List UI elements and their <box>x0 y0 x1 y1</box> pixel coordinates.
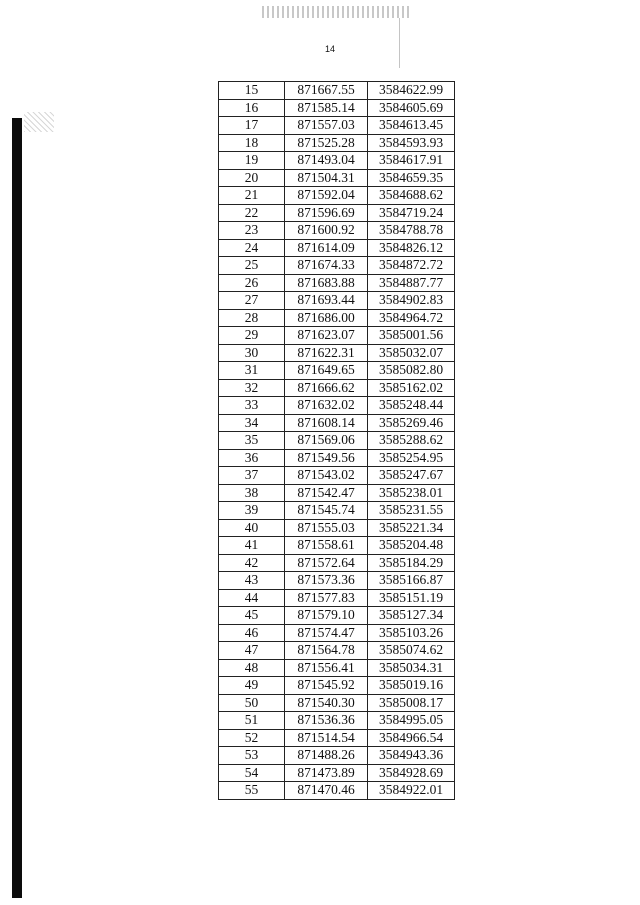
table-row <box>219 379 455 397</box>
x-coordinate-cell: 871683.88 <box>285 274 368 292</box>
x-coordinate-cell: 871577.83 <box>285 589 368 607</box>
y-coordinate-cell: 3585082.80 <box>368 362 455 380</box>
table-row <box>219 362 455 380</box>
y-coordinate-cell: 3585204.48 <box>368 537 455 555</box>
table-row <box>219 344 455 362</box>
x-coordinate-cell: 871674.33 <box>285 257 368 275</box>
x-coordinate-cell: 871667.55 <box>285 82 368 100</box>
y-coordinate-cell: 3584719.24 <box>368 204 455 222</box>
y-coordinate-cell: 3584964.72 <box>368 309 455 327</box>
table-row <box>219 764 455 782</box>
coordinates-table-body <box>219 82 455 800</box>
page-number: 14 <box>324 44 335 54</box>
table-row <box>219 82 455 100</box>
point-number-cell: 32 <box>219 379 285 397</box>
x-coordinate-cell: 871608.14 <box>285 414 368 432</box>
point-number-cell: 53 <box>219 747 285 765</box>
x-coordinate-cell: 871545.92 <box>285 677 368 695</box>
point-number-cell: 48 <box>219 659 285 677</box>
table-row <box>219 449 455 467</box>
x-coordinate-cell: 871572.64 <box>285 554 368 572</box>
table-row <box>219 222 455 240</box>
y-coordinate-cell: 3584593.93 <box>368 134 455 152</box>
x-coordinate-cell: 871545.74 <box>285 502 368 520</box>
point-number-cell: 41 <box>219 537 285 555</box>
y-coordinate-cell: 3585001.56 <box>368 327 455 345</box>
scan-artifact-line <box>399 18 400 68</box>
table-row <box>219 187 455 205</box>
point-number-cell: 44 <box>219 589 285 607</box>
table-row <box>219 659 455 677</box>
table-row <box>219 484 455 502</box>
table-row <box>219 309 455 327</box>
x-coordinate-cell: 871470.46 <box>285 782 368 800</box>
y-coordinate-cell: 3584788.78 <box>368 222 455 240</box>
table-row <box>219 292 455 310</box>
y-coordinate-cell: 3585074.62 <box>368 642 455 660</box>
point-number-cell: 50 <box>219 694 285 712</box>
x-coordinate-cell: 871557.03 <box>285 117 368 135</box>
y-coordinate-cell: 3584605.69 <box>368 99 455 117</box>
y-coordinate-cell: 3585103.26 <box>368 624 455 642</box>
x-coordinate-cell: 871622.31 <box>285 344 368 362</box>
point-number-cell: 17 <box>219 117 285 135</box>
x-coordinate-cell: 871579.10 <box>285 607 368 625</box>
x-coordinate-cell: 871573.36 <box>285 572 368 590</box>
table-row <box>219 712 455 730</box>
x-coordinate-cell: 871558.61 <box>285 537 368 555</box>
point-number-cell: 23 <box>219 222 285 240</box>
table-row <box>219 327 455 345</box>
point-number-cell: 25 <box>219 257 285 275</box>
table-row <box>219 607 455 625</box>
table-row <box>219 274 455 292</box>
table-row <box>219 589 455 607</box>
x-coordinate-cell: 871686.00 <box>285 309 368 327</box>
table-row <box>219 642 455 660</box>
y-coordinate-cell: 3585019.16 <box>368 677 455 695</box>
scan-noise <box>24 112 54 132</box>
point-number-cell: 22 <box>219 204 285 222</box>
table-row <box>219 467 455 485</box>
x-coordinate-cell: 871614.09 <box>285 239 368 257</box>
table-row <box>219 677 455 695</box>
y-coordinate-cell: 3585162.02 <box>368 379 455 397</box>
point-number-cell: 39 <box>219 502 285 520</box>
scan-margin-bar <box>12 118 22 898</box>
x-coordinate-cell: 871536.36 <box>285 712 368 730</box>
table-row <box>219 169 455 187</box>
point-number-cell: 30 <box>219 344 285 362</box>
x-coordinate-cell: 871555.03 <box>285 519 368 537</box>
point-number-cell: 28 <box>219 309 285 327</box>
y-coordinate-cell: 3584943.36 <box>368 747 455 765</box>
table-row <box>219 537 455 555</box>
point-number-cell: 35 <box>219 432 285 450</box>
y-coordinate-cell: 3585238.01 <box>368 484 455 502</box>
point-number-cell: 47 <box>219 642 285 660</box>
table-row <box>219 782 455 800</box>
y-coordinate-cell: 3585221.34 <box>368 519 455 537</box>
table-row <box>219 747 455 765</box>
point-number-cell: 29 <box>219 327 285 345</box>
point-number-cell: 18 <box>219 134 285 152</box>
x-coordinate-cell: 871600.92 <box>285 222 368 240</box>
y-coordinate-cell: 3584622.99 <box>368 82 455 100</box>
y-coordinate-cell: 3584872.72 <box>368 257 455 275</box>
point-number-cell: 46 <box>219 624 285 642</box>
y-coordinate-cell: 3585254.95 <box>368 449 455 467</box>
table-row <box>219 729 455 747</box>
x-coordinate-cell: 871543.02 <box>285 467 368 485</box>
point-number-cell: 31 <box>219 362 285 380</box>
point-number-cell: 45 <box>219 607 285 625</box>
coordinates-table <box>218 81 455 800</box>
y-coordinate-cell: 3584826.12 <box>368 239 455 257</box>
table-row <box>219 519 455 537</box>
table-row <box>219 624 455 642</box>
x-coordinate-cell: 871592.04 <box>285 187 368 205</box>
y-coordinate-cell: 3584617.91 <box>368 152 455 170</box>
y-coordinate-cell: 3585151.19 <box>368 589 455 607</box>
table-row <box>219 572 455 590</box>
table-row <box>219 134 455 152</box>
x-coordinate-cell: 871549.56 <box>285 449 368 467</box>
point-number-cell: 20 <box>219 169 285 187</box>
y-coordinate-cell: 3584902.83 <box>368 292 455 310</box>
point-number-cell: 21 <box>219 187 285 205</box>
y-coordinate-cell: 3585008.17 <box>368 694 455 712</box>
x-coordinate-cell: 871473.89 <box>285 764 368 782</box>
y-coordinate-cell: 3585269.46 <box>368 414 455 432</box>
point-number-cell: 24 <box>219 239 285 257</box>
point-number-cell: 52 <box>219 729 285 747</box>
y-coordinate-cell: 3585248.44 <box>368 397 455 415</box>
y-coordinate-cell: 3584659.35 <box>368 169 455 187</box>
y-coordinate-cell: 3584922.01 <box>368 782 455 800</box>
point-number-cell: 40 <box>219 519 285 537</box>
y-coordinate-cell: 3584887.77 <box>368 274 455 292</box>
table-row <box>219 414 455 432</box>
x-coordinate-cell: 871514.54 <box>285 729 368 747</box>
table-row <box>219 257 455 275</box>
x-coordinate-cell: 871623.07 <box>285 327 368 345</box>
x-coordinate-cell: 871666.62 <box>285 379 368 397</box>
y-coordinate-cell: 3584966.54 <box>368 729 455 747</box>
x-coordinate-cell: 871542.47 <box>285 484 368 502</box>
x-coordinate-cell: 871504.31 <box>285 169 368 187</box>
table-row <box>219 239 455 257</box>
x-coordinate-cell: 871493.04 <box>285 152 368 170</box>
x-coordinate-cell: 871649.65 <box>285 362 368 380</box>
y-coordinate-cell: 3584995.05 <box>368 712 455 730</box>
point-number-cell: 36 <box>219 449 285 467</box>
point-number-cell: 49 <box>219 677 285 695</box>
y-coordinate-cell: 3585288.62 <box>368 432 455 450</box>
point-number-cell: 38 <box>219 484 285 502</box>
x-coordinate-cell: 871564.78 <box>285 642 368 660</box>
x-coordinate-cell: 871596.69 <box>285 204 368 222</box>
y-coordinate-cell: 3584928.69 <box>368 764 455 782</box>
point-number-cell: 34 <box>219 414 285 432</box>
table-row <box>219 502 455 520</box>
table-row <box>219 152 455 170</box>
y-coordinate-cell: 3585166.87 <box>368 572 455 590</box>
y-coordinate-cell: 3585034.31 <box>368 659 455 677</box>
y-coordinate-cell: 3585032.07 <box>368 344 455 362</box>
x-coordinate-cell: 871574.47 <box>285 624 368 642</box>
y-coordinate-cell: 3584613.45 <box>368 117 455 135</box>
x-coordinate-cell: 871488.26 <box>285 747 368 765</box>
y-coordinate-cell: 3584688.62 <box>368 187 455 205</box>
y-coordinate-cell: 3585184.29 <box>368 554 455 572</box>
point-number-cell: 33 <box>219 397 285 415</box>
table-row <box>219 554 455 572</box>
point-number-cell: 54 <box>219 764 285 782</box>
table-row <box>219 397 455 415</box>
x-coordinate-cell: 871540.30 <box>285 694 368 712</box>
table-row <box>219 432 455 450</box>
table-row <box>219 117 455 135</box>
x-coordinate-cell: 871525.28 <box>285 134 368 152</box>
x-coordinate-cell: 871632.02 <box>285 397 368 415</box>
point-number-cell: 43 <box>219 572 285 590</box>
point-number-cell: 37 <box>219 467 285 485</box>
point-number-cell: 16 <box>219 99 285 117</box>
x-coordinate-cell: 871693.44 <box>285 292 368 310</box>
point-number-cell: 55 <box>219 782 285 800</box>
table-row <box>219 694 455 712</box>
point-number-cell: 19 <box>219 152 285 170</box>
y-coordinate-cell: 3585231.55 <box>368 502 455 520</box>
scan-noise <box>262 6 412 18</box>
y-coordinate-cell: 3585247.67 <box>368 467 455 485</box>
point-number-cell: 15 <box>219 82 285 100</box>
point-number-cell: 42 <box>219 554 285 572</box>
y-coordinate-cell: 3585127.34 <box>368 607 455 625</box>
x-coordinate-cell: 871569.06 <box>285 432 368 450</box>
point-number-cell: 26 <box>219 274 285 292</box>
x-coordinate-cell: 871556.41 <box>285 659 368 677</box>
point-number-cell: 27 <box>219 292 285 310</box>
x-coordinate-cell: 871585.14 <box>285 99 368 117</box>
point-number-cell: 51 <box>219 712 285 730</box>
table-row <box>219 99 455 117</box>
table-row <box>219 204 455 222</box>
